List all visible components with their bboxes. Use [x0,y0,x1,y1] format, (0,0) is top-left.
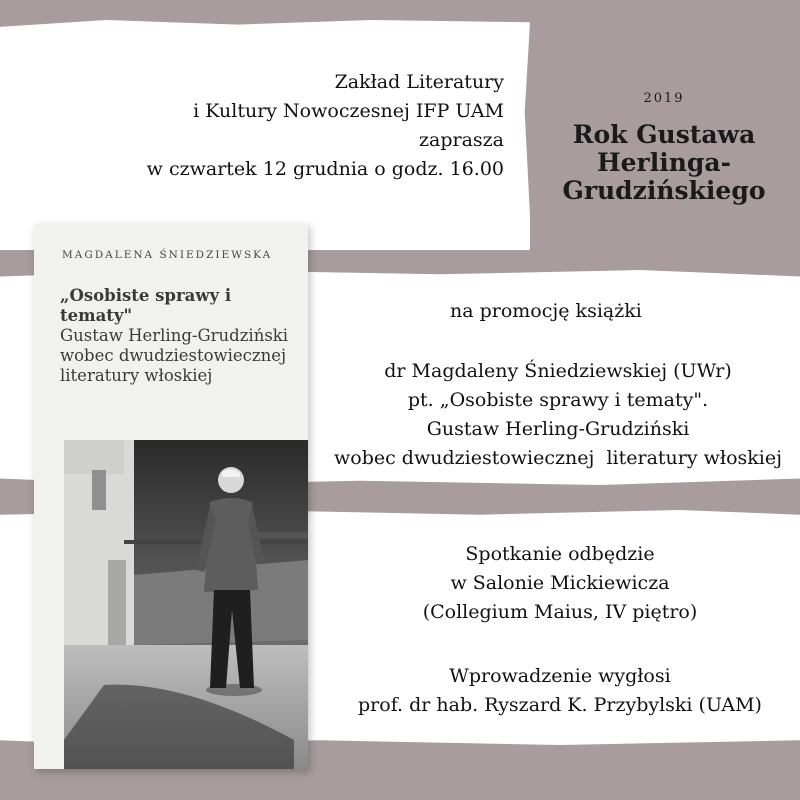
organizer-line: Zakład Literatury [334,71,504,93]
book-cover-title [60,286,300,386]
title-line: pt. „Osobiste sprawy i tematy". [407,389,709,411]
venue-line: Spotkanie odbędzie [465,543,655,565]
book-cover-title-line: wobec dwudziestowiecznej [60,346,287,365]
year-title [548,121,780,205]
author-line: dr Magdaleny Śniedziewskiej (UWr) [384,360,732,382]
event-date: w czwartek 12 grudnia o godz. 16.00 [146,158,504,180]
title-line: wobec dwudziestowiecznej literatury włoskiej [334,447,782,469]
book-cover-title-line: „Osobiste sprawy i tematy" [60,286,232,325]
year-title-line: Rok Gustawa [572,120,756,149]
venue-block [330,540,790,627]
book-cover-title-line: Gustaw Herling-Grudziński [60,326,289,345]
title-line: Gustaw Herling-Grudziński [426,418,690,440]
year-title-line: Grudzińskiego [562,176,766,205]
intro-block [330,662,790,720]
promo-text: na promocję książki [450,300,642,322]
book-cover-author: MAGDALENA ŚNIEDZIEWSKA [62,249,273,261]
book-cover-title-line: literatury włoskiej [60,366,213,385]
book-info [325,357,791,473]
book-cover [34,224,308,769]
organizer-line: zaprasza [419,129,504,151]
year-label: 2019 [643,91,685,106]
book-cover-photo [64,440,308,769]
year-title-line: Herlinga- [597,148,731,177]
year-banner [548,84,780,205]
organizer-line: i Kultury Nowoczesnej IFP UAM [193,100,504,122]
organizer-block [147,68,504,184]
man-standing-photo [64,440,308,769]
intro-line: Wprowadzenie wygłosi [449,665,671,687]
venue-line: w Salonie Mickiewicza [450,572,670,594]
speaker-line: prof. dr hab. Ryszard K. Przybylski (UAM) [358,694,762,716]
venue-line: (Collegium Maius, IV piętro) [422,601,698,623]
